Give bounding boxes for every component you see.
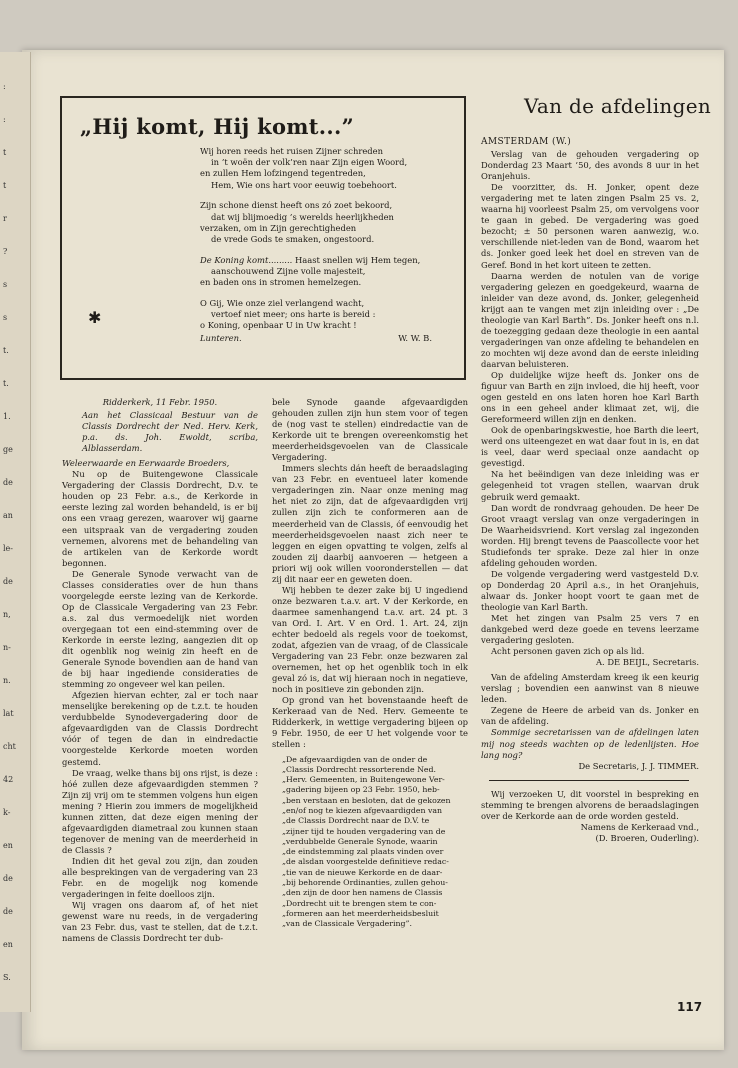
proposal-line: „Dordrecht uit te brengen stem te con- (282, 898, 437, 908)
section-title: Van de afdelingen (524, 94, 712, 118)
poem-initials: W. W. B. (398, 333, 432, 344)
secretary-signature-2: De Secretaris, J. J. TIMMER. (578, 760, 699, 771)
poem-line: en zullen Hem lofzingend tegentreden, (200, 168, 366, 179)
proposal-quote (272, 755, 468, 930)
adjacent-page-fragment: lat (3, 709, 14, 718)
poem-line: Zijn schone dienst heeft ons zó zoet bekoord, (200, 200, 393, 211)
poem-line: O Gij, Wie onze ziel verlangend wacht, (200, 297, 365, 308)
adjacent-page-fragment: cht (3, 742, 16, 751)
adjacent-page-strip (0, 52, 31, 1012)
divider (489, 780, 689, 781)
proposal-line: „de Classis Dordrecht naar de D.V. te (282, 816, 430, 826)
adjacent-page-fragment: S. (3, 973, 11, 982)
poem-line: in ’t woën der volk’ren naar Zijn eigen Woord, (211, 157, 408, 168)
letter-column-2 (272, 397, 468, 930)
afdelingen-column (481, 137, 699, 844)
letter-address: Aan het Classicaal Bestuur van de Classis Dordrecht der Ned. Herv. Kerk, p.a. ds. Joh. Ewoldt, scriba, Alblasserdam. (82, 410, 258, 454)
editor-italic-note: Sommige secretarissen van de afdelingen laten mij nog steeds wachten op de ledenlijsten. Hoe lang nog? (481, 727, 699, 760)
report-paragraph: De voorzitter, ds. H. Jonker, opent deze vergadering met te laten zingen Psalm 25 vs. 2, waarna hij voorleest Psalm 25, om vervolgens voor te gaan in gebed. De vergadering was goed bezocht; ± 50 personen waren aanwezig, w.o. verschillende niet-leden van de Bond, waarom het ds. Jonker goed leek het doel en streven van de Geref. Bond in het kort uiteen te zetten. (481, 182, 699, 270)
adjacent-page-fragment: n. (3, 676, 11, 685)
adjacent-page-fragment: de (3, 874, 13, 883)
poem-stanza-4 (200, 298, 460, 332)
letter-signature: (D. Broeren, Ouderling). (595, 832, 699, 843)
letter-paragraph: De vraag, welke thans bij ons rijst, is deze : hóé zullen deze afgevaardigden stemmen ? Zijn zij vrij om te stemmen volgens hun eigen mening ? Hierin zou immers de mogelijkheid kunnen zitten, dat deze eigen mening der afgevaardigden diametraal zou kunnen staan tegenover de mening van de meerderheid in de Classis ? (62, 767, 258, 855)
poem-line: Hem, Wie ons hart voor eeuwig toebehoort. (211, 179, 397, 190)
letter-paragraph: Op grond van het bovenstaande heeft de Kerkeraad van de Ned. Herv. Gemeente te Ridderkerk, in wettige vergadering bijeen op 9 Febr. 1950, de eer U het volgende voor te stellen : (272, 695, 468, 750)
proposal-line: „de alsdan voorgestelde definitieve redac- (282, 857, 449, 867)
proposal-line: „Herv. Gemeenten, in Buitengewone Ver- (282, 775, 445, 785)
poem-line: aanschouwend Zijne volle majesteit, (211, 265, 366, 276)
report-paragraph: Dan wordt de rondvraag gehouden. De heer De Groot vraagt verslag van onze vergaderingen in De Waarheidsvriend. Kort verslag zal ingezonden worden. Hij brengt tevens de Paascollecte voor het Studiefonds ter sprake. Deze zal hier in onze afdeling gehouden worden. (481, 502, 699, 568)
adjacent-page-fragment: 1. (3, 412, 11, 421)
letter-paragraph: De Generale Synode verwacht van de Classes consideraties over de hun thans voorgelegde eerste lezing van de Kerkorde. Op de Classicale Vergadering van 23 Febr. a.s. zal dus vermoedelijk niet worden overgegaan tot een eind-stemming over de Kerkorde in eerste lezing, aangezien dit op dit ogenblik nog weinig zin heeft en de Generale Synode bovendien aan de hand van de bij haar ingediende consideraties de stemming zo ongeveer wel kan peilen. (62, 568, 258, 690)
afdeling-heading: AMSTERDAM (W.) (481, 137, 572, 147)
poem-line: o Koning, openbaar U in Uw kracht ! (200, 320, 357, 331)
adjacent-page-fragment: t. (3, 379, 9, 388)
adjacent-page-fragment: r (3, 214, 7, 223)
adjacent-page-fragment: n, (3, 610, 11, 619)
adjacent-page-fragment: t (3, 148, 7, 157)
proposal-line: „tie van de nieuwe Kerkorde en de daar- (282, 867, 443, 877)
poem-text (200, 146, 460, 345)
letter-paragraph: Indien dit het geval zou zijn, dan zouden alle besprekingen van de vergadering van 23 Febr. en de mogelijk nog komende vergaderingen in feite doelloos zijn. (62, 855, 258, 900)
poem-box (60, 96, 466, 380)
adjacent-page-fragment: de (3, 907, 13, 916)
proposal-line: „ben verstaan en besloten, dat de gekozen (282, 795, 451, 805)
letter-paragraph: Afgezien hiervan echter, zal er toch naar menselijke berekening op de t.z.t. te houden verdubbelde Synodevergadering door de afgevaardigden van de Classis Dordrecht vóór of tegen de dan in eindredactie voorgestelde Kerkorde moeten worden gestemd. (62, 690, 258, 767)
letter-paragraph: Wij hebben te dezer zake bij U ingediend onze bezwaren t.a.v. art. V der Kerkorde, en daarmee samenhangend t.a.v. art. 24 pt. 3 van Ord. I. Art. V en Ord. 1. Art. 24, zijn echter bedoeld als regels voor de toekomst, zodat, afgezien van de vraag, of de Classicale Vergadering van 23 Febr. onze bezwaren zal overnemen, het op het ogenblik toch in elk geval zó is, dat wij hieraan noch in negatieve, noch in positieve zin gebonden zijn. (272, 584, 468, 695)
report-paragraph: Ook de openbaringskwestie, hoe Barth die leert, werd ons uiteengezet en wat daar fout in is, en dat is veel, daar werd speciaal onze aandacht op gevestigd. (481, 425, 699, 469)
adjacent-page-fragment: en (3, 841, 13, 850)
poem-place: Lunteren. (200, 333, 242, 344)
adjacent-page-fragment: : (3, 115, 6, 124)
adjacent-page-fragment: : (3, 82, 6, 91)
letter-date: Ridderkerk, 11 Febr. 1950. (102, 397, 218, 407)
report-paragraph: Acht personen gaven zich op als lid. (491, 646, 645, 657)
report-paragraph: Op duidelijke wijze heeft ds. Jonker ons de figuur van Barth en zijn invloed, die hij heeft, voor ogen gesteld en ons laten horen hoe Karl Barth ons in een geheel ander klimaat zet, wij, die Gereformeerd willen zijn en denken. (481, 369, 699, 425)
adjacent-page-fragment: ge (3, 445, 13, 454)
letter-paragraph: Nu op de Buitengewone Classicale Vergadering der Classis Dordrecht, D.v. te houden op 23 Febr. a.s., de Kerkorde in eerste lezing zal worden behandeld, is er bij ons een vraag gerezen, waarover wij gaarne een uitspraak van de vergadering zouden vernemen, alvorens met de behandeling van de artikelen van de Kerkorde wordt begonnen. (62, 469, 258, 568)
adjacent-page-fragment: s (3, 280, 8, 289)
proposal-line: „van de Classicale Vergadering”. (282, 919, 412, 929)
adjacent-page-fragment: en (3, 940, 13, 949)
adjacent-page-fragment: n- (3, 643, 11, 652)
letter-salutation: Weleerwaarde en Eerwaarde Broeders, (62, 458, 230, 469)
proposal-line: „zijner tijd te houden vergadering van de (282, 826, 446, 836)
poem-title: „Hij komt, Hij komt...” (80, 114, 355, 139)
poem-line: Haast snellen wij Hem tegen, (294, 254, 421, 265)
page-number: 117 (677, 1000, 703, 1014)
report-paragraph: Daarna werden de notulen van de vorige vergadering gelezen en goedgekeurd, waarna de inleider van deze avond, ds. Jonker, gelegenheid krijgt aan te vangen met zijn inleiding over : „De theologie van Karl Barth”. Ds. Jonker heeft ons n.l. de toezegging gedaan deze theologie in een aantal vergaderingen van onze afdeling te behandelen en zo mochten wij deze avond dan de eerste inleiding daarvan beluisteren. (481, 270, 699, 369)
adjacent-page-fragment: de (3, 478, 13, 487)
adjacent-page-fragment: le- (3, 544, 13, 553)
adjacent-page-fragment: ? (3, 247, 8, 256)
poem-line: dat wij blijmoedig ’s werelds heerlijkheden (211, 211, 394, 222)
poem-line: vertoef niet meer; ons harte is bereid : (211, 308, 376, 319)
letter-paragraph: bele Synode gaande afgevaardigden gehouden zullen zijn hun stem voor of tegen de (nog vast te stellen) eindredactie van de Kerkorde uit te brengen overeenkomstig het meerderheidsgevoelen van de Classicale Vergadering. (272, 397, 468, 463)
adjacent-page-fragment: t. (3, 346, 9, 355)
letter-closing: Wij verzoeken U, dit voorstel in bespreking en stemming te brengen alvorens de beraadslagingen over de Kerkorde aan de orde worden gesteld. (481, 788, 699, 821)
secretary-signature: A. DE BEIJL, Secretaris. (595, 657, 699, 668)
proposal-line: „formeren aan het meerderheidsbesluit (282, 908, 439, 918)
letter-paragraph: Wij vragen ons daarom af, of het niet gewenst ware nu reeds, in de vergadering van 23 Febr. dus, vast te stellen, dat de t.z.t. namens de Classis Dordrecht ter dub- (62, 900, 258, 944)
poem-signature (200, 333, 432, 344)
adjacent-page-fragment: k- (3, 808, 11, 817)
letter-column-1 (62, 397, 258, 944)
proposal-line: „den zijn de door hen namens de Classis (282, 888, 443, 898)
poem-line: en baden ons in stromen hemelzegen. (200, 277, 362, 288)
proposal-line: „gadering bijeen op 23 Febr. 1950, heb- (282, 785, 440, 795)
report-paragraph: De volgende vergadering werd vastgesteld D.v. op Donderdag 20 April a.s., in het Oranjehuis, alwaar ds. Jonker hoopt voort te gaan met de theologie van Karl Barth. (481, 568, 699, 612)
adjacent-page-fragment: s (3, 313, 8, 322)
adjacent-page-fragment: de (3, 577, 13, 586)
proposal-line: „Classis Dordrecht ressorterende Ned. (282, 764, 436, 774)
report-paragraph: Na het beëindigen van deze inleiding was er gelegenheid tot vragen stellen, waarvan druk gebruik werd gemaakt. (481, 469, 699, 502)
poem-stanza-2 (200, 200, 460, 245)
adjacent-page-fragment: 42 (3, 775, 14, 784)
star-ornament-icon: ✱ (88, 308, 102, 327)
report-paragraph: Verslag van de gehouden vergadering op Donderdag 23 Maart ’50, des avonds 8 uur in het Oranjehuis. (481, 149, 699, 182)
report-paragraph: Met het zingen van Psalm 25 vers 7 en dankgebed werd deze goede en tevens leerzame vergadering gesloten. (481, 613, 699, 646)
adjacent-page-fragment: t (3, 181, 7, 190)
adjacent-page-fragment: an (3, 511, 13, 520)
poem-line: de vrede Gods te smaken, ongestoord. (211, 233, 375, 244)
proposal-line: „en/of nog te kiezen afgevaardigden van (282, 805, 443, 815)
letter-paragraph: Immers slechts dán heeft de beraadslaging van 23 Febr. en eventueel later komende vergaderingen zin. Naar onze mening mag het niet zo zijn, dat de afgevaardigden vrij zullen zijn zich te conformeren aan de meerderheid van de Classis, óf eenvoudig het meerderheidsgevoelen naast zich neer te leggen en eigen opvatting te volgen, zelfs al zouden zij daarbij aanvoeren — hetgeen a priori wij ook willen vooronderstellen — dat zij dit naar eer en geweten doen. (272, 463, 468, 584)
proposal-line: „de eindstemming zal plaats vinden over (282, 847, 444, 857)
proposal-line: „bij behorende Ordinanties, zullen gehou- (282, 878, 448, 888)
poem-line: verzaken, om in Zijn gerechtigheden (200, 222, 357, 233)
poem-line: Wij horen reeds het ruisen Zijner schreden (200, 146, 384, 156)
proposal-line: „verdubbelde Generale Synode, waarin (282, 836, 438, 846)
editor-blessing: Zegene de Heere de arbeid van ds. Jonker en van de afdeling. (481, 705, 699, 727)
poem-stanza-3 (200, 255, 460, 289)
letter-signature: Namens de Kerkeraad vnd., (580, 821, 699, 832)
poem-line: De Koning komt......... (200, 254, 293, 265)
editor-note: Van de afdeling Amsterdam kreeg ik een keurig verslag ; bovendien een aanwinst van 8 nieuwe leden. (481, 672, 699, 705)
proposal-line: „De afgevaardigden van de onder de (282, 754, 428, 764)
poem-stanza-1 (200, 146, 460, 191)
